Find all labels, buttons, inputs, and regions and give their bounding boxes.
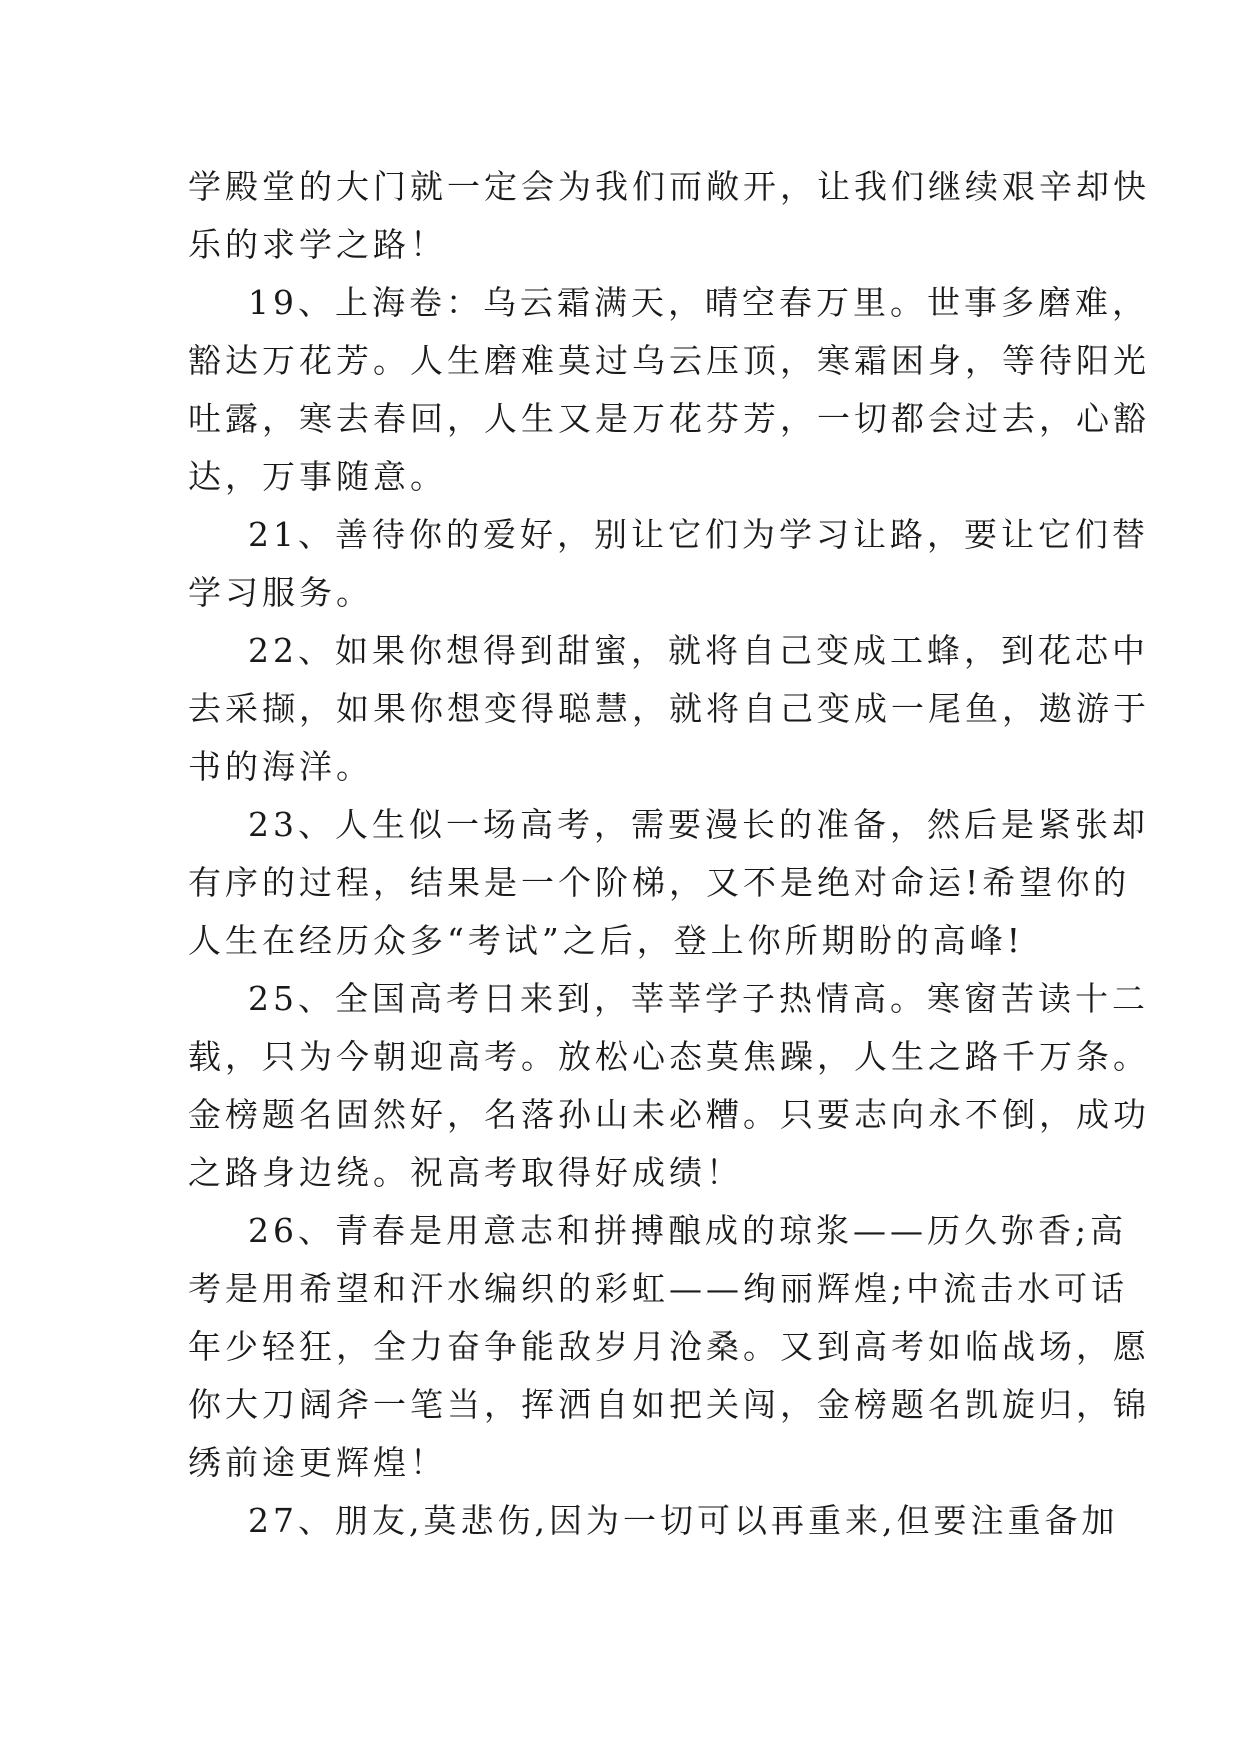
text-line: 乐的求学之路！ bbox=[188, 225, 447, 264]
text-line: 25、全国高考日来到，莘莘学子热情高。寒窗苦读十二 bbox=[248, 979, 1149, 1018]
text-line: 19、上海卷：乌云霜满天，晴空春万里。世事多磨难， bbox=[248, 283, 1149, 322]
text-line: 之路身边绕。祝高考取得好成绩！ bbox=[188, 1153, 743, 1192]
text-line: 豁达万花芳。人生磨难莫过乌云压顶，寒霜困身，等待阳光 bbox=[188, 341, 1150, 380]
text-line: 学殿堂的大门就一定会为我们而敞开，让我们继续艰辛却快 bbox=[188, 167, 1150, 206]
text-line: 学习服务。 bbox=[188, 573, 373, 612]
text-line: 你大刀阔斧一笔当，挥洒自如把关闯，金榜题名凯旋归，锦 bbox=[188, 1385, 1150, 1424]
text-line: 金榜题名固然好，名落孙山未必糟。只要志向永不倒，成功 bbox=[188, 1095, 1150, 1134]
text-line: 绣前途更辉煌！ bbox=[188, 1443, 447, 1482]
text-line: 去采撷，如果你想变得聪慧，就将自己变成一尾鱼，遨游于 bbox=[188, 689, 1150, 728]
text-line: 吐露，寒去春回，人生又是万花芬芳，一切都会过去，心豁 bbox=[188, 399, 1150, 438]
body-text bbox=[188, 158, 1150, 1550]
text-line: 考是用希望和汗水编织的彩虹——绚丽辉煌;中流击水可话 bbox=[188, 1269, 1129, 1308]
text-line: 21、善待你的爱好，别让它们为学习让路，要让它们替 bbox=[248, 515, 1149, 554]
text-line: 有序的过程，结果是一个阶梯，又不是绝对命运!希望你的 bbox=[188, 863, 1131, 902]
text-line: 达，万事随意。 bbox=[188, 457, 447, 496]
text-line: 27、朋友,莫悲伤,因为一切可以再重来,但要注重备加 bbox=[248, 1501, 1119, 1540]
text-line: 26、青春是用意志和拼搏酿成的琼浆——历久弥香;高 bbox=[248, 1211, 1128, 1250]
text-line: 书的海洋。 bbox=[188, 747, 373, 786]
text-line: 23、人生似一场高考，需要漫长的准备，然后是紧张却 bbox=[248, 805, 1149, 844]
text-line: 年少轻狂，全力奋争能敌岁月沧桑。又到高考如临战场，愿 bbox=[188, 1327, 1150, 1366]
text-line: 载，只为今朝迎高考。放松心态莫焦躁，人生之路千万条。 bbox=[188, 1037, 1150, 1076]
text-line: 22、如果你想得到甜蜜，就将自己变成工蜂，到花芯中 bbox=[248, 631, 1149, 670]
text-line: 人生在经历众多“考试”之后，登上你所期盼的高峰! bbox=[188, 921, 1025, 960]
